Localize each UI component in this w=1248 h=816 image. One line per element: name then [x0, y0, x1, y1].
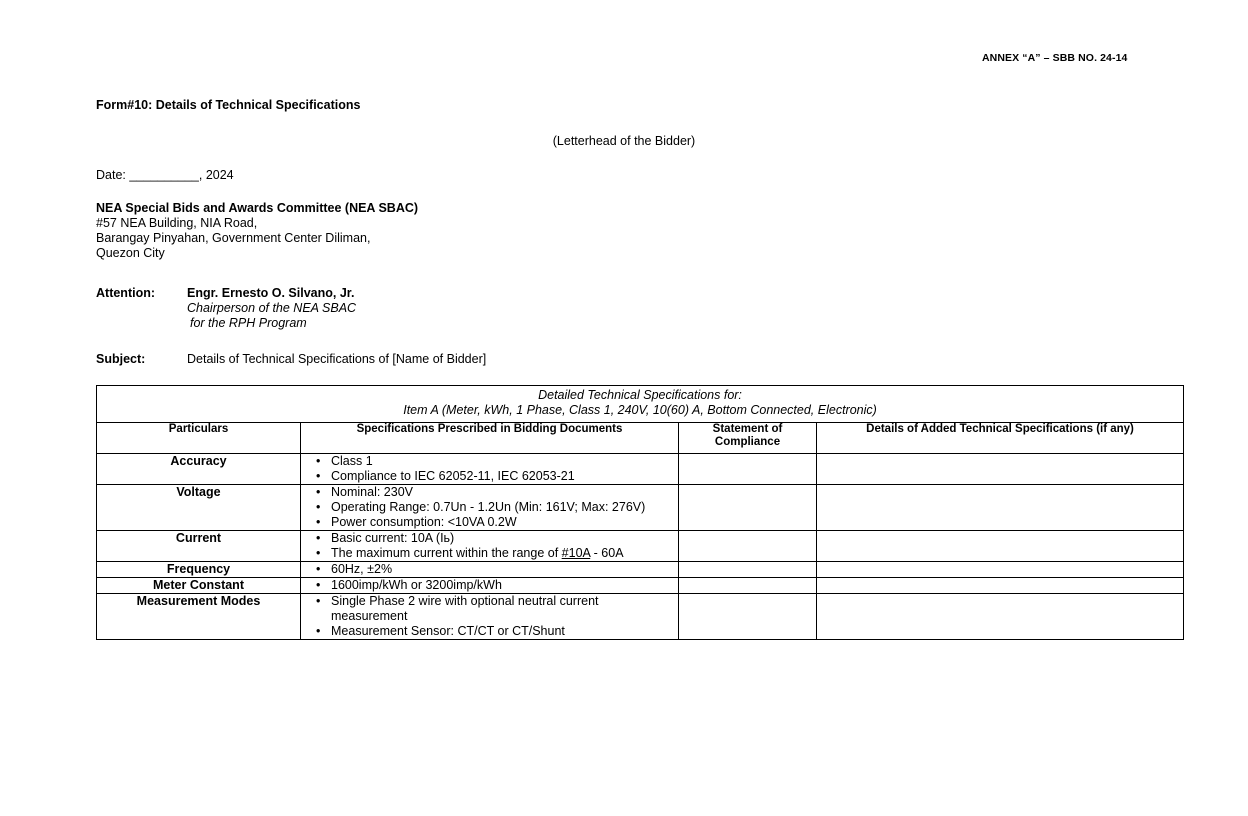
added-specs-cell[interactable] — [817, 594, 1184, 640]
added-specs-cell[interactable] — [817, 578, 1184, 594]
table-caption — [97, 386, 1184, 423]
specs-cell — [301, 531, 679, 562]
date-line: Date: __________, 2024 — [96, 168, 234, 182]
attention-title: Chairperson of the NEA SBAC — [187, 301, 357, 315]
particular-frequency: Frequency — [97, 562, 301, 578]
letterhead-placeholder: (Letterhead of the Bidder) — [552, 134, 696, 148]
specs-cell — [301, 594, 679, 640]
addressee-name: NEA Special Bids and Awards Committee (NEA SBAC) — [96, 201, 419, 215]
attention-title: for the RPH Program — [190, 316, 307, 330]
form-title: Form#10: Details of Technical Specifications — [96, 98, 361, 112]
table-row — [97, 485, 1184, 531]
specs-cell — [301, 562, 679, 578]
added-specs-cell[interactable] — [817, 562, 1184, 578]
address-line: #57 NEA Building, NIA Road, — [96, 216, 258, 230]
table-row — [97, 594, 1184, 640]
spec-item: • Class 1 — [331, 454, 678, 469]
subject-text: Details of Technical Specifications of [Name of Bidder] — [187, 352, 487, 366]
table-row — [97, 531, 1184, 562]
table-row — [97, 454, 1184, 485]
specs-cell — [301, 485, 679, 531]
spec-item: • 1600imp/kWh or 3200imp/kWh — [331, 578, 678, 593]
spec-table — [96, 385, 1184, 640]
address-line: Quezon City — [96, 246, 165, 260]
attention-block — [187, 286, 356, 331]
spec-item: • Basic current: 10A (Iь) — [331, 531, 678, 546]
compliance-cell[interactable] — [679, 531, 817, 562]
particular-voltage: Voltage — [97, 485, 301, 531]
added-specs-cell[interactable] — [817, 454, 1184, 485]
spec-item: • Single Phase 2 wire with optional neutral current measurement — [331, 594, 678, 624]
compliance-cell[interactable] — [679, 485, 817, 531]
particular-accuracy: Accuracy — [97, 454, 301, 485]
spec-item: • 60Hz, ±2% — [331, 562, 678, 577]
attention-name: Engr. Ernesto O. Silvano, Jr. — [187, 286, 355, 300]
spec-item — [331, 546, 678, 561]
addressee-block — [96, 201, 418, 261]
spec-item: • Measurement Sensor: CT/CT or CT/Shunt — [331, 624, 678, 639]
spec-text: - 60A — [590, 546, 624, 560]
particular-measurement-modes: Measurement Modes — [97, 594, 301, 640]
particular-meter-constant: Meter Constant — [97, 578, 301, 594]
specs-cell — [301, 454, 679, 485]
table-row — [97, 578, 1184, 594]
compliance-cell[interactable] — [679, 594, 817, 640]
address-line: Barangay Pinyahan, Government Center Diliman, — [96, 231, 371, 245]
compliance-cell[interactable] — [679, 562, 817, 578]
caption-line: Detailed Technical Specifications for: — [538, 388, 742, 402]
table-row — [97, 562, 1184, 578]
spec-item: • Nominal: 230V — [331, 485, 678, 500]
added-specs-cell[interactable] — [817, 485, 1184, 531]
specs-cell — [301, 578, 679, 594]
added-specs-cell[interactable] — [817, 531, 1184, 562]
header-particulars: Particulars — [97, 423, 301, 454]
subject-label: Subject: — [96, 352, 146, 366]
compliance-cell[interactable] — [679, 578, 817, 594]
spec-item: • Power consumption: <10VA 0.2W — [331, 515, 678, 530]
spec-item: • Operating Range: 0.7Un - 1.2Un (Min: 161V; Max: 276V) — [331, 500, 678, 515]
spec-text: The maximum current within the range of — [331, 546, 559, 560]
spec-item: • Compliance to IEC 62052-11, IEC 62053-21 — [331, 469, 678, 484]
caption-line: Item A (Meter, kWh, 1 Phase, Class 1, 240V, 10(60) A, Bottom Connected, Electronic) — [403, 403, 877, 417]
compliance-cell[interactable] — [679, 454, 817, 485]
header-compliance: Statement of Compliance — [679, 423, 817, 454]
particular-current: Current — [97, 531, 301, 562]
underlined-value: #10A — [561, 546, 591, 560]
annex-label: ANNEX “A” – SBB NO. 24-14 — [982, 52, 1128, 64]
header-specs: Specifications Prescribed in Bidding Documents — [301, 423, 679, 454]
header-added: Details of Added Technical Specifications (if any) — [817, 423, 1184, 454]
attention-label: Attention: — [96, 286, 156, 300]
